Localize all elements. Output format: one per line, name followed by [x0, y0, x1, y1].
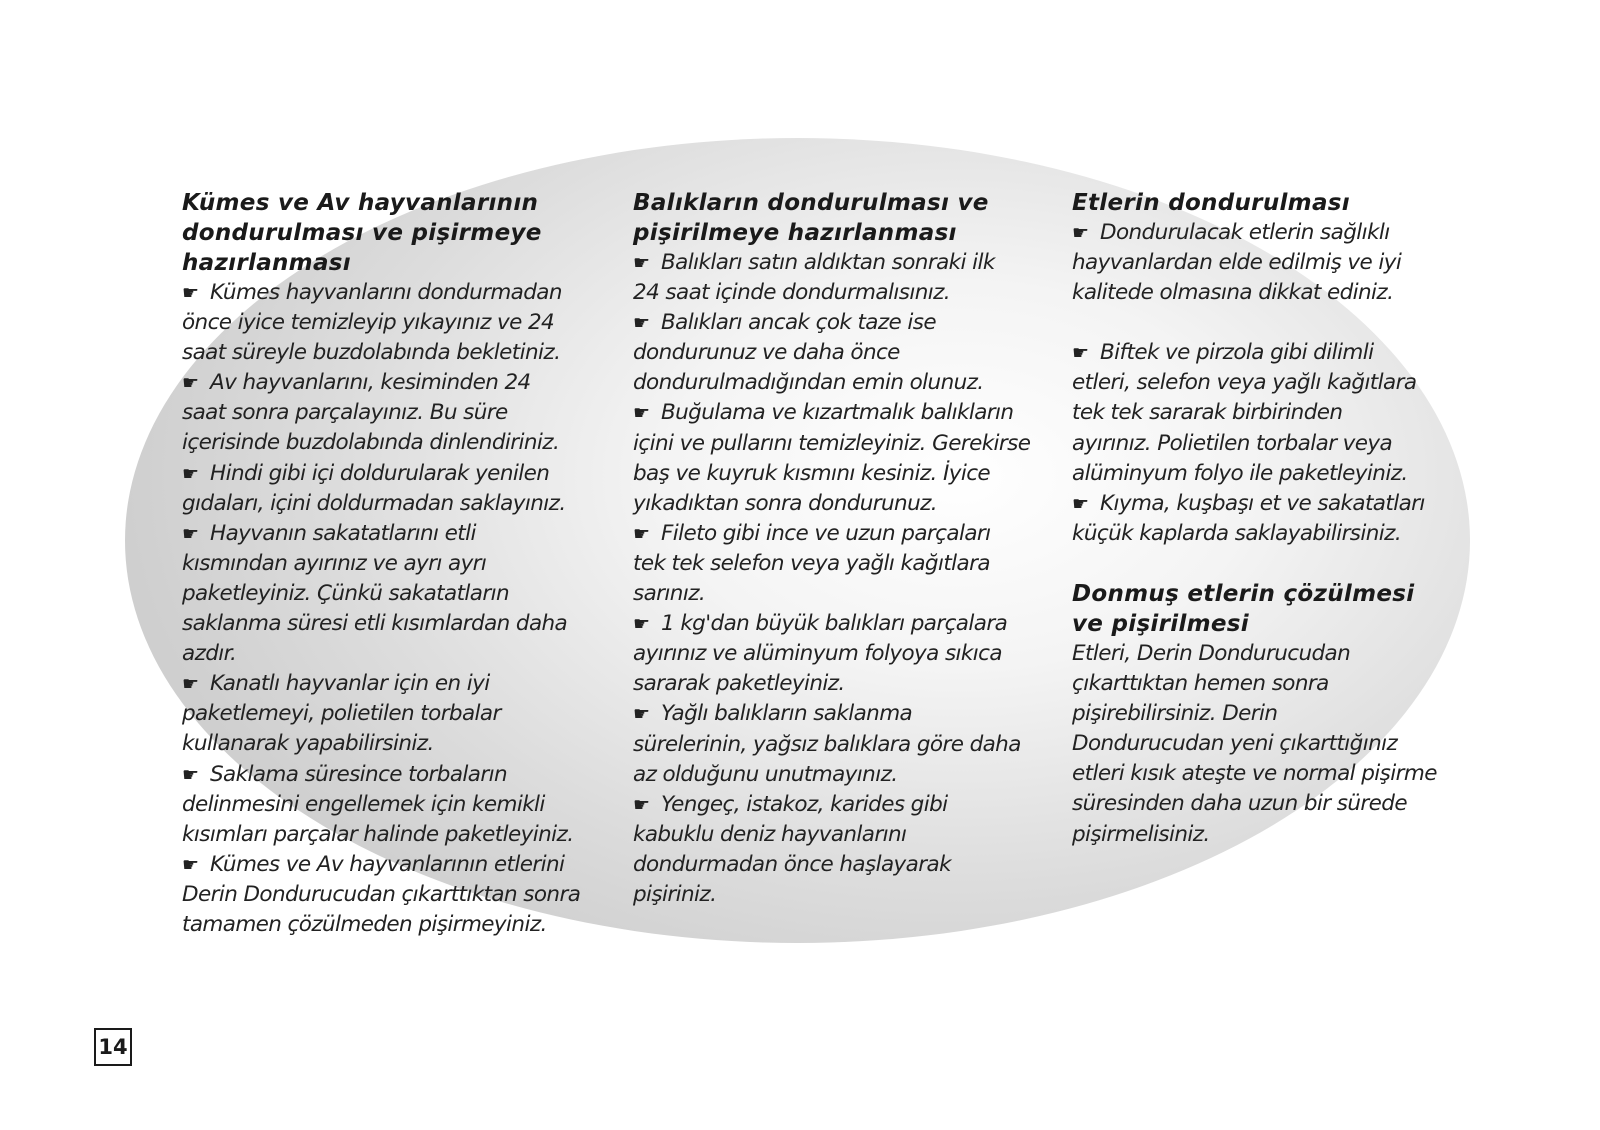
spacer [1072, 549, 1442, 579]
list-item [1072, 218, 1442, 308]
list-item-text: Dondurulacak etlerin sağlıklı hayvanlardan elde edilmiş ve iyi kalitede olmasına dikkat ediniz. [1072, 220, 1402, 306]
list-item-text: Kümes ve Av hayvanlarının etlerini Derin Dondurucudan çıkarttıktan sonra tamamen çözülmeden pişirmeyiniz. [182, 851, 581, 937]
list-item [633, 790, 1053, 910]
list-item-text: Biftek ve pirzola gibi dilimli etleri, selefon veya yağlı kağıtlara tek tek sararak birbirinden ayırınız. Polietilen torbalar veya alüminyum folyo ile paketleyiniz. [1072, 340, 1417, 486]
list-item-text: Yengeç, istakoz, karides gibi kabuklu deniz hayvanlarını dondurmadan önce haşlayarak pişiriniz. [633, 791, 951, 907]
heading-text: Balıkların dondurulması ve pişirilmeye hazırlanması [633, 190, 989, 246]
list-item [633, 609, 1053, 699]
list-item-text: Balıkları ancak çok taze ise dondurunuz ve daha önce dondurulmadığından emin olunuz. [633, 310, 984, 396]
list-item [633, 699, 1053, 789]
list-item-text: Av hayvanlarını, kesiminden 24 saat sonra parçalayınız. Bu süre içerisinde buzdolabında dinlendiriniz. [182, 370, 560, 456]
list-item-text: Balıkları satın aldıktan sonraki ilk 24 saat içinde dondurmalısınız. [633, 250, 995, 306]
list-item [182, 278, 602, 368]
hand-pointer-icon: ☛ [182, 522, 200, 545]
hand-pointer-icon: ☛ [1072, 492, 1090, 515]
hand-pointer-icon: ☛ [633, 252, 651, 274]
list-item-text: 1 kg'dan büyük balıkları parçalara ayırınız ve alüminyum folyoya sıkıca sararak paketleyiniz. [633, 611, 1008, 697]
list-item [182, 850, 602, 940]
list-item [633, 519, 1053, 609]
heading-fish [633, 188, 1053, 248]
column-fish [633, 188, 1053, 910]
hand-pointer-icon: ☛ [633, 793, 651, 816]
list-item-text: Hayvanın sakatatlarını etli kısmından ayırınız ve ayrı ayrı paketleyiniz. Çünkü sakatatların saklanma süresi etli kısımlardan daha azdır. [182, 520, 568, 667]
hand-pointer-icon: ☛ [182, 763, 200, 786]
hand-pointer-icon: ☛ [633, 522, 651, 545]
hand-pointer-icon: ☛ [182, 673, 200, 696]
hand-pointer-icon: ☛ [182, 462, 200, 485]
spacer [1072, 308, 1442, 338]
column-meat [1072, 188, 1442, 850]
hand-pointer-icon: ☛ [1072, 342, 1090, 365]
list-item-text: Kıyma, kuşbaşı et ve sakatatları küçük kaplarda saklayabilirsiniz. [1072, 490, 1425, 546]
list-item [182, 459, 602, 519]
list-item-text: Kanatlı hayvanlar için en iyi paketlemeyi, polietilen torbalar kullanarak yapabilirsiniz. [182, 671, 501, 757]
list-item [182, 519, 602, 669]
hand-pointer-icon: ☛ [182, 372, 200, 395]
hand-pointer-icon: ☛ [633, 312, 651, 335]
hand-pointer-icon: ☛ [633, 613, 651, 636]
list-item-text: Yağlı balıkların saklanma sürelerinin, yağsız balıklara göre daha az olduğunu unutmayınız. [633, 701, 1021, 787]
heading-text: Etlerin dondurulması [1072, 190, 1350, 216]
list-item [633, 398, 1053, 518]
list-item-text: Hindi gibi içi doldurularak yenilen gıdaları, içini doldurmadan saklayınız. [182, 460, 566, 516]
list-item-text: Fileto gibi ince ve uzun parçaları tek tek selefon veya yağlı kağıtlara sarınız. [633, 520, 991, 607]
list-item [633, 308, 1053, 398]
list-item [633, 248, 1053, 308]
list-item [1072, 489, 1442, 549]
list-item [182, 760, 602, 850]
column-poultry-game [182, 188, 602, 940]
heading-meat [1072, 188, 1442, 218]
page-number: 14 [94, 1028, 132, 1066]
heading-text: Kümes ve Av hayvanlarının dondurulması ve pişirmeye hazırlanması [182, 190, 542, 276]
paragraph-text: Etleri, Derin Dondurucudan çıkarttıktan hemen sonra pişirebilirsiniz. Derin Dondurucudan yeni çıkarttığınız etleri kısık ateşte ve normal pişirme süresinden daha uzun bir sürede pişirmelisiniz. [1072, 640, 1437, 847]
heading-thawing [1072, 579, 1442, 639]
list-item [1072, 338, 1442, 488]
paragraph [1072, 639, 1442, 850]
hand-pointer-icon: ☛ [633, 402, 651, 425]
list-item [182, 669, 602, 759]
hand-pointer-icon: ☛ [182, 282, 200, 304]
list-item-text: Buğulama ve kızartmalık balıkların içini ve pullarını temizleyiniz. Gerekirse baş ve kuyruk kısmını kesiniz. İyice yıkadıktan sonra dondurunuz. [633, 400, 1031, 516]
heading-poultry-game [182, 188, 602, 278]
hand-pointer-icon: ☛ [182, 853, 200, 876]
heading-text: Donmuş etlerin çözülmesi ve pişirilmesi [1072, 580, 1415, 637]
hand-pointer-icon: ☛ [1072, 222, 1090, 244]
list-item [182, 368, 602, 458]
hand-pointer-icon: ☛ [633, 703, 651, 726]
list-item-text: Saklama süresince torbaların delinmesini engellemek için kemikli kısımları parçalar halinde paketleyiniz. [182, 761, 574, 847]
list-item-text: Kümes hayvanlarını dondurmadan önce iyice temizleyip yıkayınız ve 24 saat süreyle buzdolabında bekletiniz. [182, 280, 562, 366]
